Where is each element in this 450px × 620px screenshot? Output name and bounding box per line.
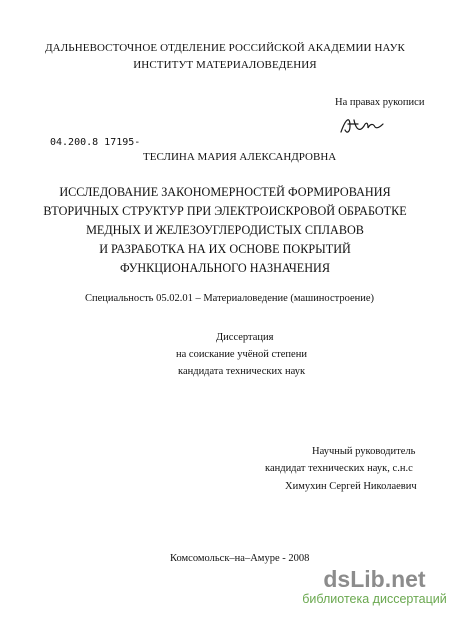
title-line: МЕДНЫХ И ЖЕЛЕЗОУГЛЕРОДИСТЫХ СПЛАВОВ bbox=[86, 223, 364, 237]
dissertation-title bbox=[0, 183, 450, 278]
institute-name: ИНСТИТУТ МАТЕРИАЛОВЕДЕНИЯ bbox=[133, 59, 317, 71]
title-line: ФУНКЦИОНАЛЬНОГО НАЗНАЧЕНИЯ bbox=[120, 261, 330, 275]
supervisor-name: Химухин Сергей Николаевич bbox=[285, 481, 417, 492]
rights-note: На правах рукописи bbox=[335, 97, 425, 108]
dissertation-type: Диссертация bbox=[216, 332, 274, 343]
title-line: ИССЛЕДОВАНИЕ ЗАКОНОМЕРНОСТЕЙ ФОРМИРОВАНИЯ bbox=[59, 185, 391, 199]
supervisor-degree: кандидат технических наук, с.н.с bbox=[265, 463, 413, 474]
author-name: ТЕСЛИНА МАРИЯ АЛЕКСАНДРОВНА bbox=[143, 151, 337, 163]
watermark bbox=[302, 566, 447, 606]
signature-image bbox=[338, 112, 386, 138]
organization-name: ДАЛЬНЕВОСТОЧНОЕ ОТДЕЛЕНИЕ РОССИЙСКОЙ АКАДЕМИИ НАУК bbox=[45, 42, 405, 54]
specialty: Специальность 05.02.01 – Материаловедение (машиностроение) bbox=[85, 293, 375, 304]
place-year: Комсомольск–на–Амуре - 2008 bbox=[170, 553, 310, 564]
title-line: И РАЗРАБОТКА НА ИХ ОСНОВЕ ПОКРЫТИЙ bbox=[99, 242, 351, 256]
watermark-logo-text: dsLib.net bbox=[323, 566, 426, 592]
supervisor-role: Научный руководитель bbox=[312, 446, 416, 457]
dissertation-degree: кандидата технических наук bbox=[178, 366, 306, 377]
catalog-number: 04.200.8 17195- bbox=[50, 137, 141, 148]
watermark-subtitle: библиотека диссертаций bbox=[302, 592, 447, 606]
title-line: ВТОРИЧНЫХ СТРУКТУР ПРИ ЭЛЕКТРОИСКРОВОЙ ОБРАБОТКЕ bbox=[43, 204, 407, 218]
dissertation-purpose: на соискание учёной степени bbox=[176, 349, 307, 360]
